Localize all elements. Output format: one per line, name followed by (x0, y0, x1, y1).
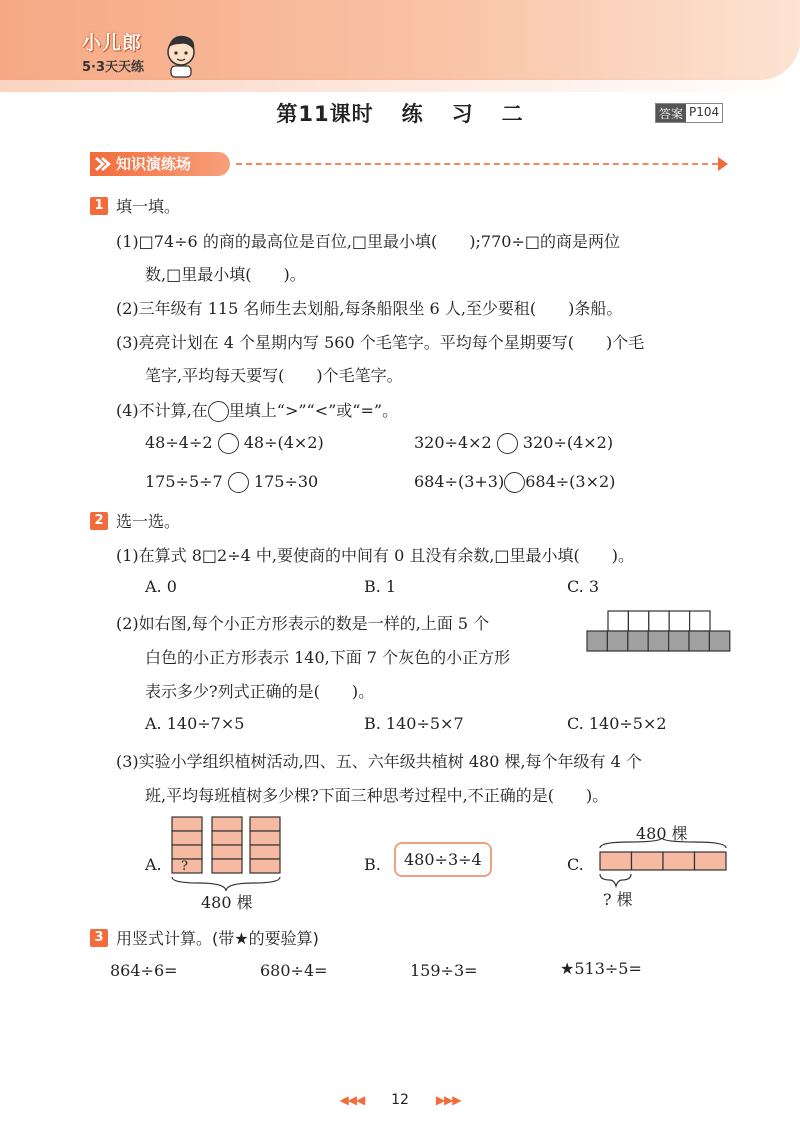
compare-item (145, 472, 318, 493)
calc-item-4: ★513÷5= (560, 959, 642, 978)
compare-right: 175÷30 (253, 472, 319, 491)
figure-a-question: ? (181, 859, 188, 874)
figure-c-diagram (598, 838, 730, 890)
answer-circle[interactable] (208, 401, 229, 422)
option-c[interactable]: C. 3 (567, 577, 600, 596)
q1-line-2: 数,□里最小填( )。 (145, 265, 306, 284)
compare-item (414, 433, 613, 454)
triple-left-arrow-icon: ◀◀◀ (339, 1093, 365, 1107)
figure-a-total: 480 棵 (201, 893, 253, 912)
grey-squares (587, 631, 730, 651)
q1-line-4: (3)亮亮计划在 4 个星期内写 560 个毛笔字。平均每个星期要写( )个毛 (116, 333, 645, 352)
section-label: 知识演练场 (90, 152, 230, 176)
compare-right: 684÷(3×2) (525, 472, 616, 491)
q1-line-6 (116, 398, 398, 422)
answer-circle[interactable] (497, 433, 518, 454)
answer-reference (655, 103, 723, 123)
figure-c-total: 480 棵 (636, 824, 688, 843)
q1-line-3: (2)三年级有 115 名师生去划船,每条船限坐 6 人,至少要租( )条船。 (116, 299, 623, 318)
header-band (0, 0, 800, 80)
question-heading: 选一选。 (116, 512, 181, 531)
answer-page: P104 (689, 105, 720, 119)
brand-series: 5·3天天练 (82, 60, 145, 75)
triple-right-arrow-icon: ▶▶▶ (435, 1093, 461, 1107)
figure-c-label: C. (567, 855, 584, 874)
title-part-1: 练 (401, 102, 424, 126)
compare-right: 320÷(4×2) (522, 433, 614, 452)
page-number: 12 (391, 1092, 409, 1108)
title-part-2: 习 (451, 102, 474, 126)
q1-line-6b: 里填上“>”“<”或“=”。 (228, 401, 399, 420)
compare-left: 684÷(3+3) (414, 472, 505, 491)
q2-part-2-line-2: 白色的小正方形表示 140,下面 7 个灰色的小正方形 (145, 648, 511, 667)
squares-figure (586, 610, 732, 654)
q1-line-6a: (4)不计算,在 (116, 401, 208, 420)
calc-item-1: 864÷6= (110, 961, 178, 980)
lesson-number: 第11课时 (276, 102, 374, 126)
answer-circle[interactable] (504, 472, 525, 493)
question-heading: 用竖式计算。(带★的要验算) (116, 929, 319, 948)
option-c[interactable]: C. 140÷5×2 (567, 714, 667, 733)
figure-a-diagram (168, 815, 286, 893)
answer-circle[interactable] (228, 472, 249, 493)
compare-left: 48÷4÷2 (145, 433, 213, 452)
compare-item (145, 433, 324, 454)
calc-item-2: 680÷4= (260, 961, 328, 980)
option-a[interactable]: A. 0 (145, 577, 177, 596)
option-b[interactable]: B. 1 (364, 577, 397, 596)
compare-right: 48÷(4×2) (243, 433, 324, 452)
q2-part-2-line-1: (2)如右图,每个小正方形表示的数是一样的,上面 5 个 (116, 614, 490, 633)
q2-part-2-line-3: 表示多少?列式正确的是( )。 (145, 682, 375, 701)
figure-b-label: B. (364, 855, 381, 874)
figure-b-expression: 480÷3÷4 (394, 842, 492, 877)
q1-line-5: 笔字,平均每天要写( )个毛笔字。 (145, 366, 403, 385)
option-b[interactable]: B. 140÷5×7 (364, 714, 464, 733)
brand-name: 小儿郎 (82, 32, 143, 54)
question-number: 2 (90, 512, 108, 530)
answer-circle[interactable] (218, 433, 239, 454)
question-heading: 填一填。 (116, 197, 181, 216)
option-a[interactable]: A. 140÷7×5 (145, 714, 245, 733)
question-number: 1 (90, 197, 108, 215)
q2-part-1: (1)在算式 8□2÷4 中,要使商的中间有 0 且没有余数,□里最小填( )。 (116, 546, 635, 565)
arrow-right-icon (718, 157, 728, 171)
compare-left: 320÷4×2 (414, 433, 492, 452)
white-squares (608, 611, 710, 631)
mascot-icon (162, 30, 200, 78)
section-bar (90, 152, 730, 176)
figure-a-label: A. (145, 855, 162, 874)
compare-left: 175÷5÷7 (145, 472, 223, 491)
compare-item (414, 472, 615, 493)
calc-item-3: 159÷3= (410, 961, 478, 980)
answer-label: 答案 (656, 104, 686, 122)
q2-part-3-line-2: 班,平均每班植树多少棵?下面三种思考过程中,不正确的是( )。 (145, 786, 609, 805)
section-divider (236, 163, 718, 165)
q2-part-3-line-1: (3)实验小学组织植树活动,四、五、六年级共植树 480 棵,每个年级有 4 个 (116, 752, 642, 771)
lightning-icon (94, 156, 112, 172)
question-number: 3 (90, 929, 108, 947)
footer (0, 1092, 800, 1108)
q1-line-1: (1)□74÷6 的商的最高位是百位,□里最小填( );770÷□的商是两位 (116, 232, 620, 251)
figure-c-question: ? 棵 (603, 890, 633, 909)
title-part-3: 二 (501, 102, 524, 126)
